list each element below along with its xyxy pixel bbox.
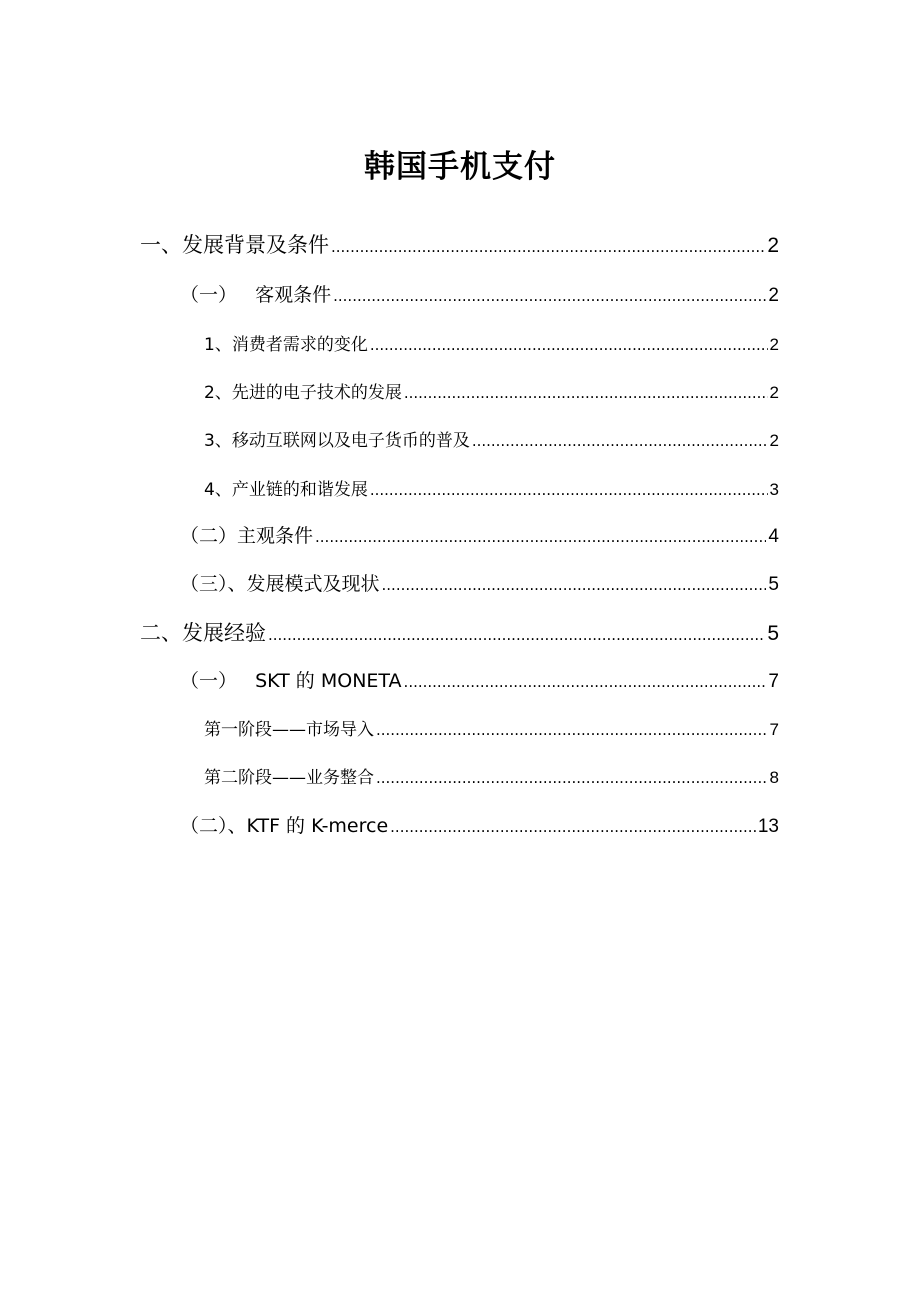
toc-dot-leader — [333, 287, 766, 305]
toc-entry[interactable] — [180, 280, 779, 308]
toc-entry[interactable] — [204, 763, 779, 789]
toc-page-number: 2 — [767, 234, 779, 257]
toc-entry-label: 二、发展经验 — [140, 621, 266, 645]
toc-dot-leader — [404, 673, 767, 691]
toc-entry-label: 2、先进的电子技术的发展 — [204, 383, 402, 403]
toc-dot-leader — [404, 384, 768, 402]
toc-entry[interactable] — [204, 715, 779, 741]
toc-entry-label: （一） SKT 的 MONETA — [180, 670, 402, 692]
toc-entry[interactable] — [180, 811, 779, 839]
toc-entry[interactable] — [140, 617, 779, 647]
toc-dot-leader — [390, 818, 756, 836]
toc-page-number: 2 — [769, 431, 779, 450]
toc-dot-leader — [472, 432, 768, 450]
toc-dot-leader — [370, 481, 768, 499]
toc-entry[interactable] — [204, 330, 779, 356]
toc-page-number: 7 — [768, 671, 779, 692]
toc-page-number: 2 — [768, 285, 779, 306]
toc-page-number: 13 — [757, 816, 779, 837]
toc-dot-leader — [382, 576, 767, 594]
toc-page-number: 2 — [769, 335, 779, 354]
toc-page-number: 4 — [768, 526, 779, 547]
toc-entry-label: 1、消费者需求的变化 — [204, 335, 368, 355]
toc-dot-leader — [376, 769, 768, 787]
toc-page-number: 8 — [769, 768, 779, 787]
toc-dot-leader — [315, 528, 766, 546]
toc-entry[interactable] — [180, 569, 779, 597]
toc-page-number: 2 — [769, 383, 779, 402]
toc-dot-leader — [331, 238, 765, 256]
toc-entry-label: 3、移动互联网以及电子货币的普及 — [204, 431, 470, 451]
toc-entry-label: 第一阶段——市场导入 — [204, 720, 374, 740]
toc-entry[interactable] — [180, 521, 779, 549]
toc-dot-leader — [268, 626, 765, 644]
toc-entry-label: （二）主观条件 — [180, 525, 314, 547]
toc-entry-label: （二）、KTF 的 K-merce — [180, 815, 389, 837]
toc-page-number: 5 — [767, 622, 779, 645]
toc-entry[interactable] — [204, 378, 779, 404]
toc-entry-label: （一） 客观条件 — [180, 284, 332, 306]
toc-entry[interactable] — [204, 475, 779, 501]
toc-entry-label: 4、产业链的和谐发展 — [204, 480, 368, 500]
toc-page-number: 5 — [768, 574, 779, 595]
toc-page-number: 3 — [769, 480, 779, 499]
toc-dot-leader — [370, 336, 768, 354]
toc-page-number: 7 — [769, 720, 779, 739]
toc-entry-label: 一、发展背景及条件 — [140, 233, 329, 257]
toc-entry[interactable] — [180, 666, 779, 694]
toc-entry[interactable] — [140, 229, 779, 259]
toc-dot-leader — [376, 721, 768, 739]
toc-entry[interactable] — [204, 426, 779, 452]
document-title: 韩国手机支付 — [364, 149, 556, 185]
toc-entry-label: 第二阶段——业务整合 — [204, 768, 374, 788]
toc-entry-label: （三）、发展模式及现状 — [180, 573, 380, 595]
